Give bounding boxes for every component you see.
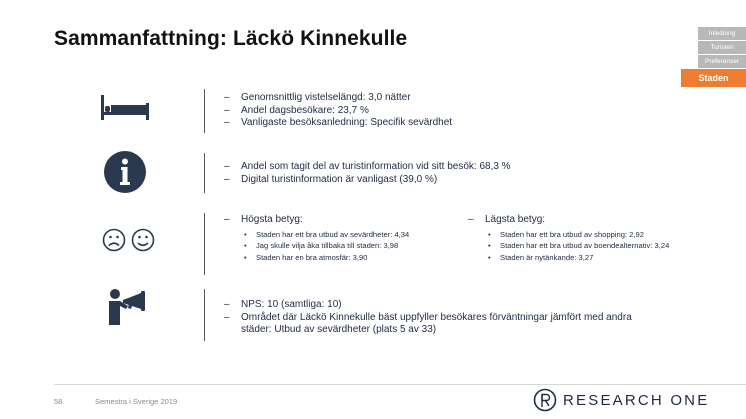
footer-source: Semestra i Sverige 2019 [95,397,178,406]
low-ratings-label: – Lägsta betyg: • Staden har ett bra utbud av shopping: 2,92 • Staden har ett bra utbud av boendealternativ: 3,24 • Staden är nytänkande: 3,27 [468,214,693,263]
list-item: • Staden har ett bra utbud av sevärdheter: 4,34 [241,229,449,241]
faces-icon [101,228,157,252]
nav-tab-preferenser[interactable]: Preferenser [698,55,746,68]
page-title: Sammanfattning: Läckö Kinnekulle [54,27,408,50]
divider [204,289,205,341]
list-item: – Området där Läckö Kinnekulle bäst uppfyller besökares förväntningar jämfört med andra städer: Utbud av sevärdheter (plats 5 av 33) [224,312,664,337]
list-item: – NPS: 10 (samtliga: 10) [224,299,664,312]
high-ratings-label: – Högsta betyg: • Staden har ett bra utbud av sevärdheter: 4,34 • Jag skulle vilja åka tillbaka till staden: 3,98 • Staden har en bra atmosfär: 3,90 [224,214,449,263]
list-item: – Vanligaste besöksanledning: Specifik sevärdhet [224,117,524,130]
info-list [224,161,604,186]
nps-list [224,299,664,337]
nav-tab-staden[interactable]: Staden [681,69,746,87]
list-item: • Staden har ett bra utbud av boendealternativ: 3,24 [485,240,693,252]
info-icon [103,150,147,194]
list-item: • Staden har ett bra utbud av shopping: 2,92 [485,229,693,241]
list-item: • Jag skulle vilja åka tillbaka till staden: 3,98 [241,240,449,252]
low-ratings-list [468,214,693,263]
list-item: • Staden har en bra atmosfär: 3,90 [241,252,449,264]
list-item: – Digital turistinformation är vanligast (39,0 %) [224,174,604,187]
list-item: – Andel dagsbesökare: 23,7 % [224,105,524,118]
bed-icon [100,93,152,121]
divider [204,213,205,275]
page-number: 58 [54,397,63,406]
list-item: – Andel som tagit del av turistinformation vid sitt besök: 68,3 % [224,161,604,174]
brand-name: RESEARCH ONE [563,392,710,409]
divider [204,89,205,133]
research-one-logo-icon [533,388,557,412]
high-ratings-list [224,214,449,263]
stay-list [224,92,524,130]
nav-tab-inledning[interactable]: Inledning [698,27,746,40]
megaphone-icon [106,287,156,327]
list-item: • Staden är nytänkande: 3,27 [485,252,693,264]
divider [204,153,205,193]
list-item: – Genomsnittlig vistelselängd: 3,0 nätter [224,92,524,105]
nav-tab-turisten[interactable]: Turisten [698,41,746,54]
footer-divider [54,384,746,385]
